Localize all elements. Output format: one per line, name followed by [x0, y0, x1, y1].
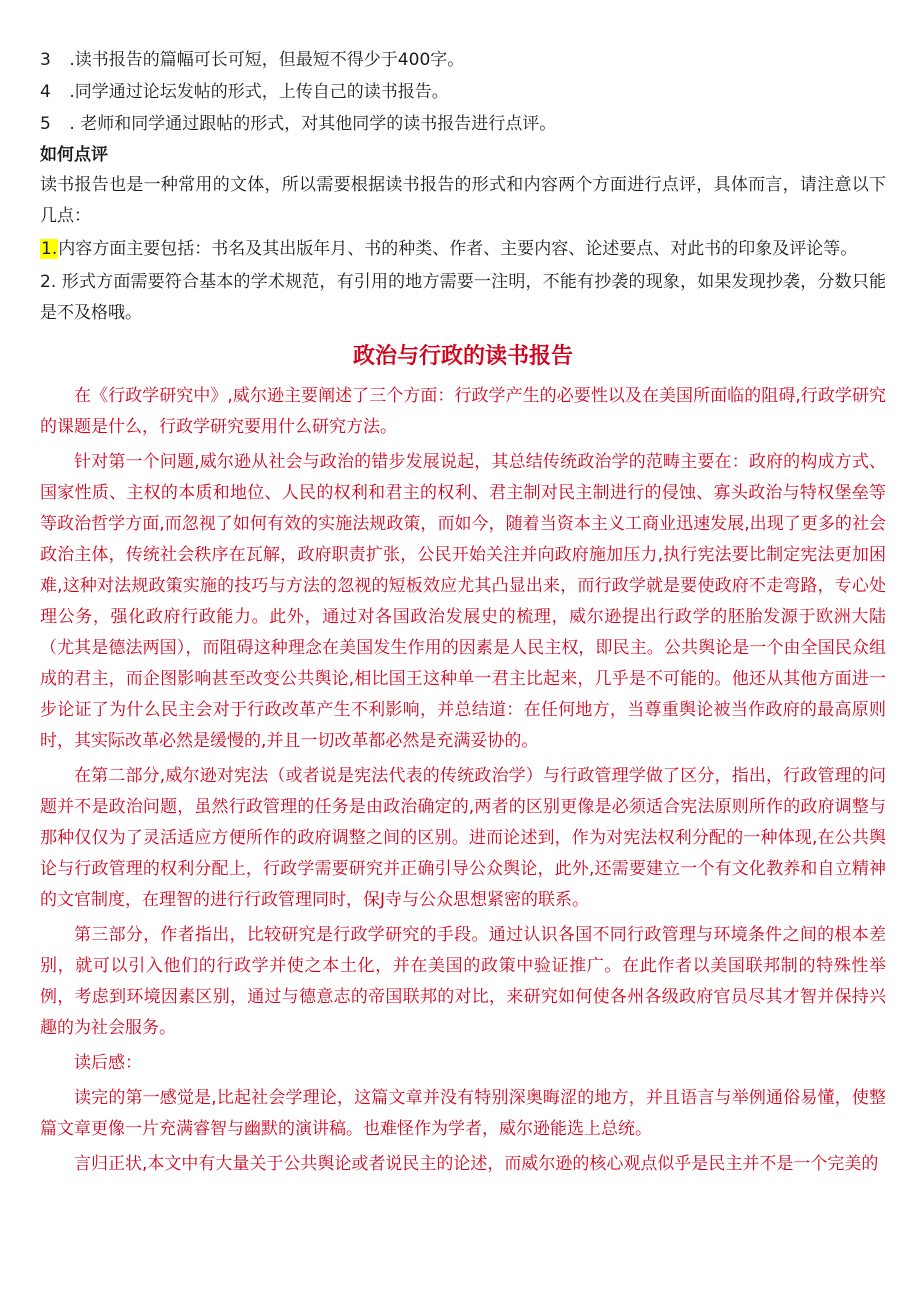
report-reflection-heading: 读后感： — [74, 1053, 142, 1073]
report-paragraph-2: 针对第一个问题,威尔逊从社会与政治的错步发展说起，其总结传统政治学的范畴主要在：政府的构成方式、国家性质、主权的本质和地位、人民的权利和君主的权利、君主制对民主制进行的侵蚀、寡头政治与特权堡垒等等政治哲学方面,而忽视了如何有效的实施法规政策，而如今，随着当资本主义工商业迅速发展,出现了更多的社会政治主体，传统社会秩序在瓦解，政府职责扩张，公民开始关注并向政府施加压力,执行宪法要比制定宪法更加困难,这种对法规政策实施的技巧与方法的忽视的短板效应尤其凸显出来，而行政学就是要使政府不走弯路，专心处理公务，强化政府行政能力。此外，通过对各国政治发展史的梳理，威尔逊提出行政学的胚胎发源于欧洲大陆（尤其是德法两国），而阻碍这种理念在美国发生作用的因素是人民主权，即民主。公共舆论是一个由全国民众组成的君主，而企图影响甚至改变公共舆论,相比国王这种单一君主比起来，几乎是不可能的。他还从其他方面进一步论证了为什么民主会对于行政改革产生不利影响，并总结道：在任何地方，当尊重舆论被当作政府的最高原则时，其实际改革必然是缓慢的,并且一切改革都必然是充满妥协的。 — [40, 452, 886, 751]
review-point-1 — [40, 234, 886, 265]
review-point-1-text: 内容方面主要包括：书名及其出版年月、书的种类、作者、主要内容、论述要点、对此书的印象及评论等。 — [58, 239, 858, 259]
list-number: 4 — [40, 82, 51, 102]
list-text: . 老师和同学通过跟帖的形式，对其他同学的读书报告进行点评。 — [64, 114, 557, 134]
review-point-2: 2. 形式方面需要符合基本的学术规范，有引用的地方需要一注明，不能有抄袭的现象，如果发现抄袭，分数只能是不及格哦。 — [40, 272, 886, 323]
highlighted-number: 1. — [41, 239, 58, 259]
list-item-3 — [40, 44, 886, 76]
document-page — [40, 44, 886, 1184]
list-item-5 — [40, 108, 886, 140]
report-title: 政治与行政的读书报告 — [352, 344, 573, 369]
report-paragraph-1: 在《行政学研究中》,威尔逊主要阐述了三个方面：行政学产生的必要性以及在美国所面临的阻碍,行政学研究的课题是什么，行政学研究要用什么研究方法。 — [40, 386, 886, 437]
list-text: .读书报告的篇幅可长可短，但最短不得少于400字。 — [64, 50, 465, 70]
review-heading: 如何点评 — [40, 145, 108, 165]
list-number: 5 — [40, 114, 51, 134]
list-text: .同学通过论坛发帖的形式，上传自己的读书报告。 — [64, 82, 449, 102]
report-paragraph-5: 读完的第一感觉是,比起社会学理论，这篇文章并没有特别深奥晦涩的地方，并且语言与举例通俗易懂，使整篇文章更像一片充满睿智与幽默的演讲稿。也难怪作为学者，威尔逊能选上总统。 — [40, 1088, 886, 1139]
list-item-4 — [40, 76, 886, 108]
report-paragraph-4: 第三部分，作者指出，比较研究是行政学研究的手段。通过认识各国不同行政管理与环境条件之间的根本差别，就可以引入他们的行政学并使之本土化，并在美国的政策中验证推广。在此作者以美国联邦制的特殊性举例，考虑到环境因素区别，通过与德意志的帝国联邦的对比，来研究如何使各州各级政府官员尽其才智并保持兴趣的为社会服务。 — [40, 925, 886, 1038]
review-intro: 读书报告也是一种常用的文体，所以需要根据读书报告的形式和内容两个方面进行点评，具体而言，请注意以下几点： — [40, 175, 886, 226]
report-paragraph-6: 言归正状,本文中有大量关于公共舆论或者说民主的论述，而威尔逊的核心观点似乎是民主并不是一个完美的 — [74, 1154, 879, 1174]
list-number: 3 — [40, 50, 51, 70]
report-paragraph-3: 在第二部分,威尔逊对宪法（或者说是宪法代表的传统政治学）与行政管理学做了区分，指出，行政管理的问题并不是政治问题，虽然行政管理的任务是由政治确定的,两者的区别更像是必须适合宪法原则所作的政府调整与那种仅仅为了灵活适应方便所作的政府调整之间的区别。进而论述到，作为对宪法权利分配的一种体现,在公共舆论与行政管理的权利分配上，行政学需要研究并正确引导公众舆论，此外,还需要建立一个有文化教养和自立精神的文官制度，在理智的进行行政管理同时，保J寺与公众思想紧密的联系。 — [40, 766, 886, 910]
